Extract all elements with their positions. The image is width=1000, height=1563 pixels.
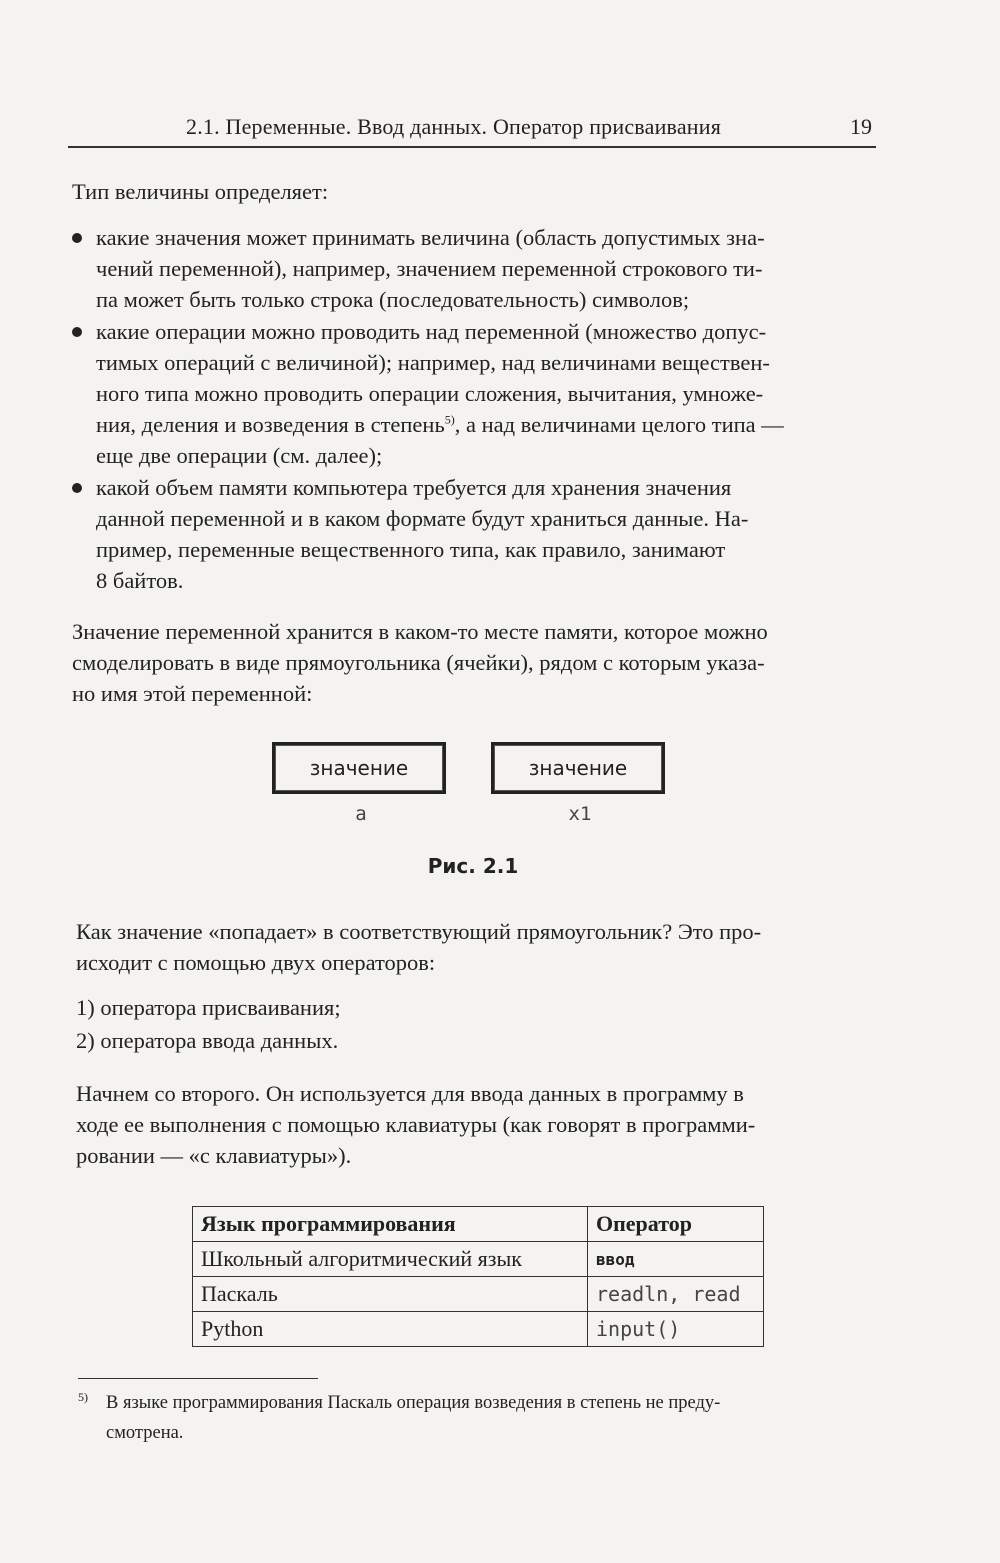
running-header bbox=[68, 112, 876, 148]
footnote-divider bbox=[78, 1378, 318, 1379]
list-item: какие значения может принимать величина (область допустимых зна- чений переменной), например, значением переменной строкового ти- па может быть только строка (последовательность) символов; bbox=[72, 222, 880, 315]
bullet-list bbox=[72, 222, 880, 597]
figure-caption: Рис. 2.1 bbox=[427, 854, 519, 878]
input-paragraph: Начнем со второго. Он используется для ввода данных в программу в ходе ее выполнения с помощью клавиатуры (как говорят в программи- ровании — «с клавиатуры»). bbox=[76, 1081, 756, 1168]
bullet-icon bbox=[72, 233, 82, 243]
memory-cell-x1: значение bbox=[491, 742, 665, 794]
bullet-icon bbox=[72, 483, 82, 493]
intro-paragraph: Тип величины определяет: bbox=[72, 179, 329, 204]
question-paragraph: Как значение «попадает» в соответствующий прямоугольник? Это про- исходит с помощью двух операторов: bbox=[76, 919, 762, 975]
variable-name-a: a bbox=[355, 803, 367, 825]
list-item: какой объем памяти компьютера требуется для хранения значения данной переменной и в каком формате будут храниться данные. На- пример, переменные вещественного типа, как правило, занимают 8 байтов. bbox=[72, 472, 880, 596]
memory-paragraph: Значение переменной хранится в каком-то месте памяти, которое можно смоделировать в виде прямоугольника (ячейки), рядом с которым указа- но имя этой переменной: bbox=[72, 619, 768, 706]
operator-cell: readln, read bbox=[588, 1277, 764, 1312]
operator-cell: input() bbox=[588, 1312, 764, 1347]
table-row bbox=[193, 1242, 764, 1277]
column-header-operator: Оператор bbox=[588, 1207, 764, 1242]
footnote-mark: 5) bbox=[78, 1390, 88, 1404]
language-cell: Школьный алгоритмический язык bbox=[193, 1242, 588, 1277]
language-cell: Python bbox=[193, 1312, 588, 1347]
table-row bbox=[193, 1277, 764, 1312]
operators-table bbox=[192, 1206, 764, 1347]
table-row bbox=[193, 1312, 764, 1347]
chapter-title: 2.1. Переменные. Ввод данных. Оператор присваивания bbox=[186, 114, 722, 139]
bullet-icon bbox=[72, 327, 82, 337]
list-item: какие операции можно проводить над переменной (множество допус- тимых операций с величиной); например, над величинами веществен- ного типа можно проводить операции сложения, вычитания, умноже- ния, деления и возведения в степень$^{5)}$, а над величинами целого типа — еще две операции (см. далее); bbox=[72, 316, 880, 471]
list-item: 1) оператора присваивания; bbox=[76, 995, 341, 1020]
variable-name-x1: x1 bbox=[568, 803, 592, 825]
page-number: 19 bbox=[850, 114, 872, 139]
table-header-row bbox=[193, 1207, 764, 1242]
footnote-ref: 5) bbox=[444, 412, 455, 427]
column-header-language: Язык программирования bbox=[193, 1207, 588, 1242]
list-item: 2) оператора ввода данных. bbox=[76, 1028, 339, 1053]
language-cell: Паскаль bbox=[193, 1277, 588, 1312]
operator-cell: ввод bbox=[588, 1242, 764, 1277]
operators-list bbox=[76, 992, 880, 1056]
memory-cell-a: значение bbox=[272, 742, 446, 794]
footnote: 5) В языке программирования Паскаль операция возведения в степень не преду- смотрена. bbox=[78, 1388, 884, 1448]
